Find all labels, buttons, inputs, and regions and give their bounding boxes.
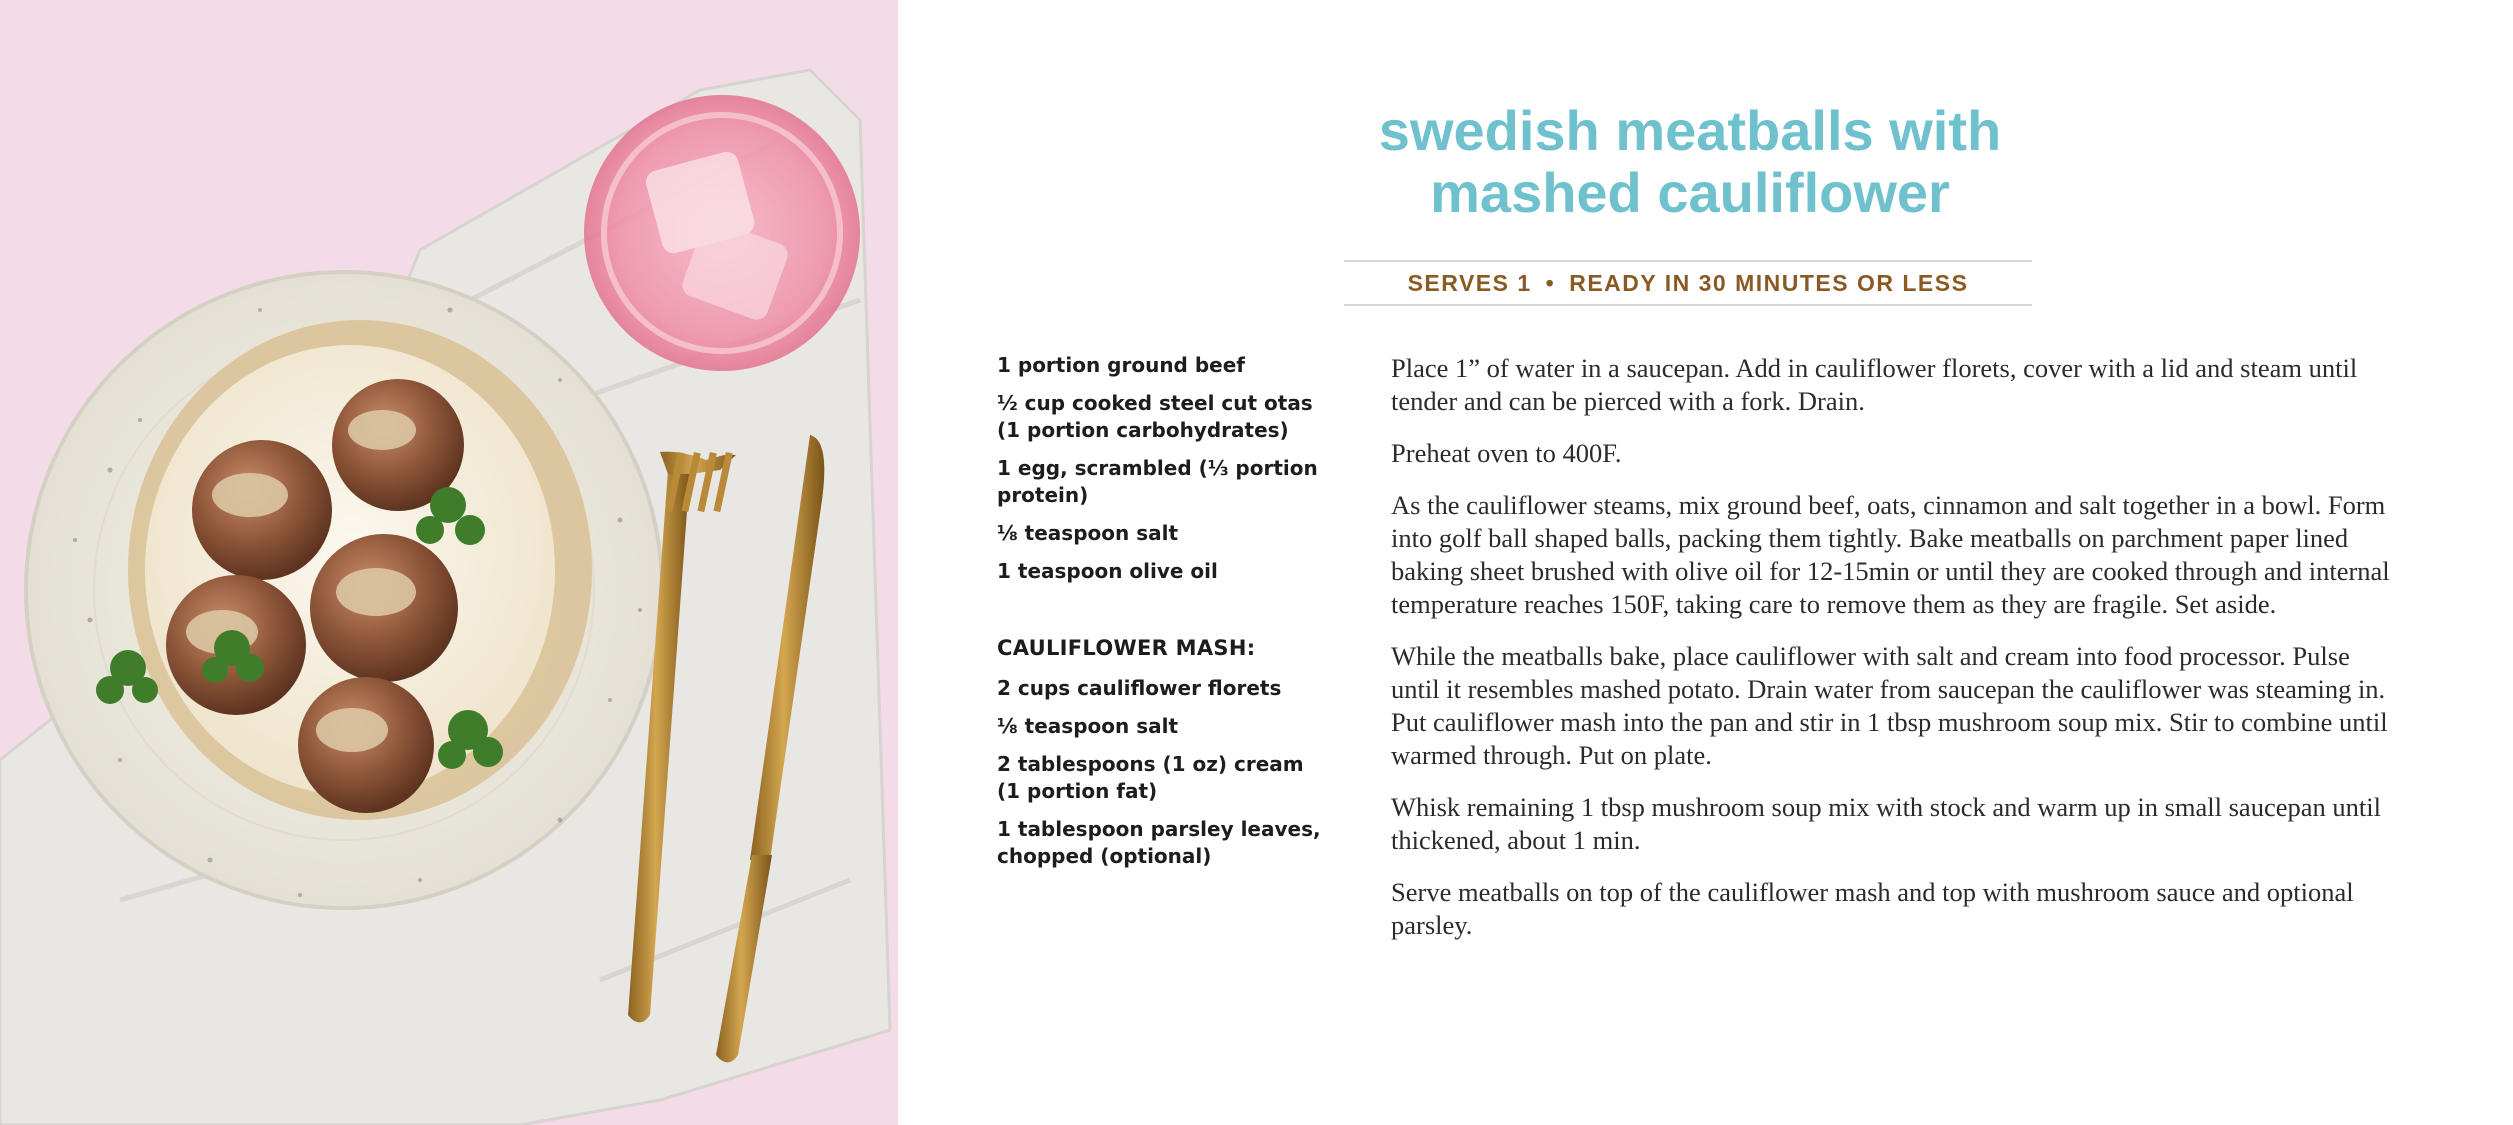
mash-ingredient-item: 2 cups cauliflower florets (997, 676, 1282, 700)
serves-label: SERVES 1 (1407, 269, 1532, 296)
meatballs-illustration (0, 0, 898, 1125)
direction-step: Place 1” of water in a saucepan. Add in cauliflower florets, cover with a lid and steam until tender and can be pierced with a fork. Drain. (1391, 353, 2358, 416)
direction-step: As the cauliflower steams, mix ground beef, oats, cinnamon and salt together in a bowl. Form into golf ball shaped balls, packing them tightly. Bake meatballs on parchment paper lined baking sheet brushed with olive oil for 12-15min or until they are cooked through and internal temperature reaches 150F, taking care to remove them as they are fragile. Set aside. (1391, 490, 2390, 619)
food-photo (0, 0, 898, 1125)
direction-step: Serve meatballs on top of the cauliflower mash and top with mushroom sauce and optional parsley. (1391, 877, 2354, 940)
ingredient-item: 1 portion ground beef (997, 353, 1245, 377)
direction-step: Whisk remaining 1 tbsp mushroom soup mix with stock and warm up in small saucepan until thickened, about 1 min. (1391, 792, 2381, 855)
ingredient-item: ⅛ teaspoon salt (997, 521, 1179, 545)
title-line-1: swedish meatballs with (1378, 99, 2002, 162)
directions (1391, 352, 2391, 961)
recipe-meta-bar (1344, 260, 2032, 306)
recipe-title (1240, 100, 2140, 224)
ingredient-item: 1 egg, scrambled (⅓ portion protein) (997, 456, 1318, 507)
meta-separator: • (1545, 269, 1556, 296)
title-line-2: mashed cauliflower (1430, 161, 1950, 224)
glass-of-water (584, 95, 860, 371)
ingredients-list (997, 352, 1327, 881)
direction-step: While the meatballs bake, place cauliflower with salt and cream into food processor. Pulse until it resembles mashed potato. Drain water from saucepan the cauliflower was steaming in. Put cauliflower mash into the pan and stir in 1 tbsp mushroom soup mix. Stir to combine until warmed through. Put on plate. (1391, 641, 2388, 770)
mash-ingredient-item: ⅛ teaspoon salt (997, 714, 1179, 738)
ingredient-item: ½ cup cooked steel cut otas (1 portion carbohydrates) (997, 391, 1313, 442)
ingredient-item: 1 teaspoon olive oil (997, 559, 1218, 583)
mash-ingredient-item: 2 tablespoons (1 oz) cream (1 portion fat) (997, 752, 1304, 803)
cauliflower-mash-heading: CAULIFLOWER MASH: (997, 636, 1256, 660)
ready-time-label: READY IN 30 MINUTES OR LESS (1569, 269, 1969, 296)
direction-step: Preheat oven to 400F. (1391, 438, 1622, 468)
mash-ingredient-item: 1 tablespoon parsley leaves, chopped (optional) (997, 817, 1321, 868)
